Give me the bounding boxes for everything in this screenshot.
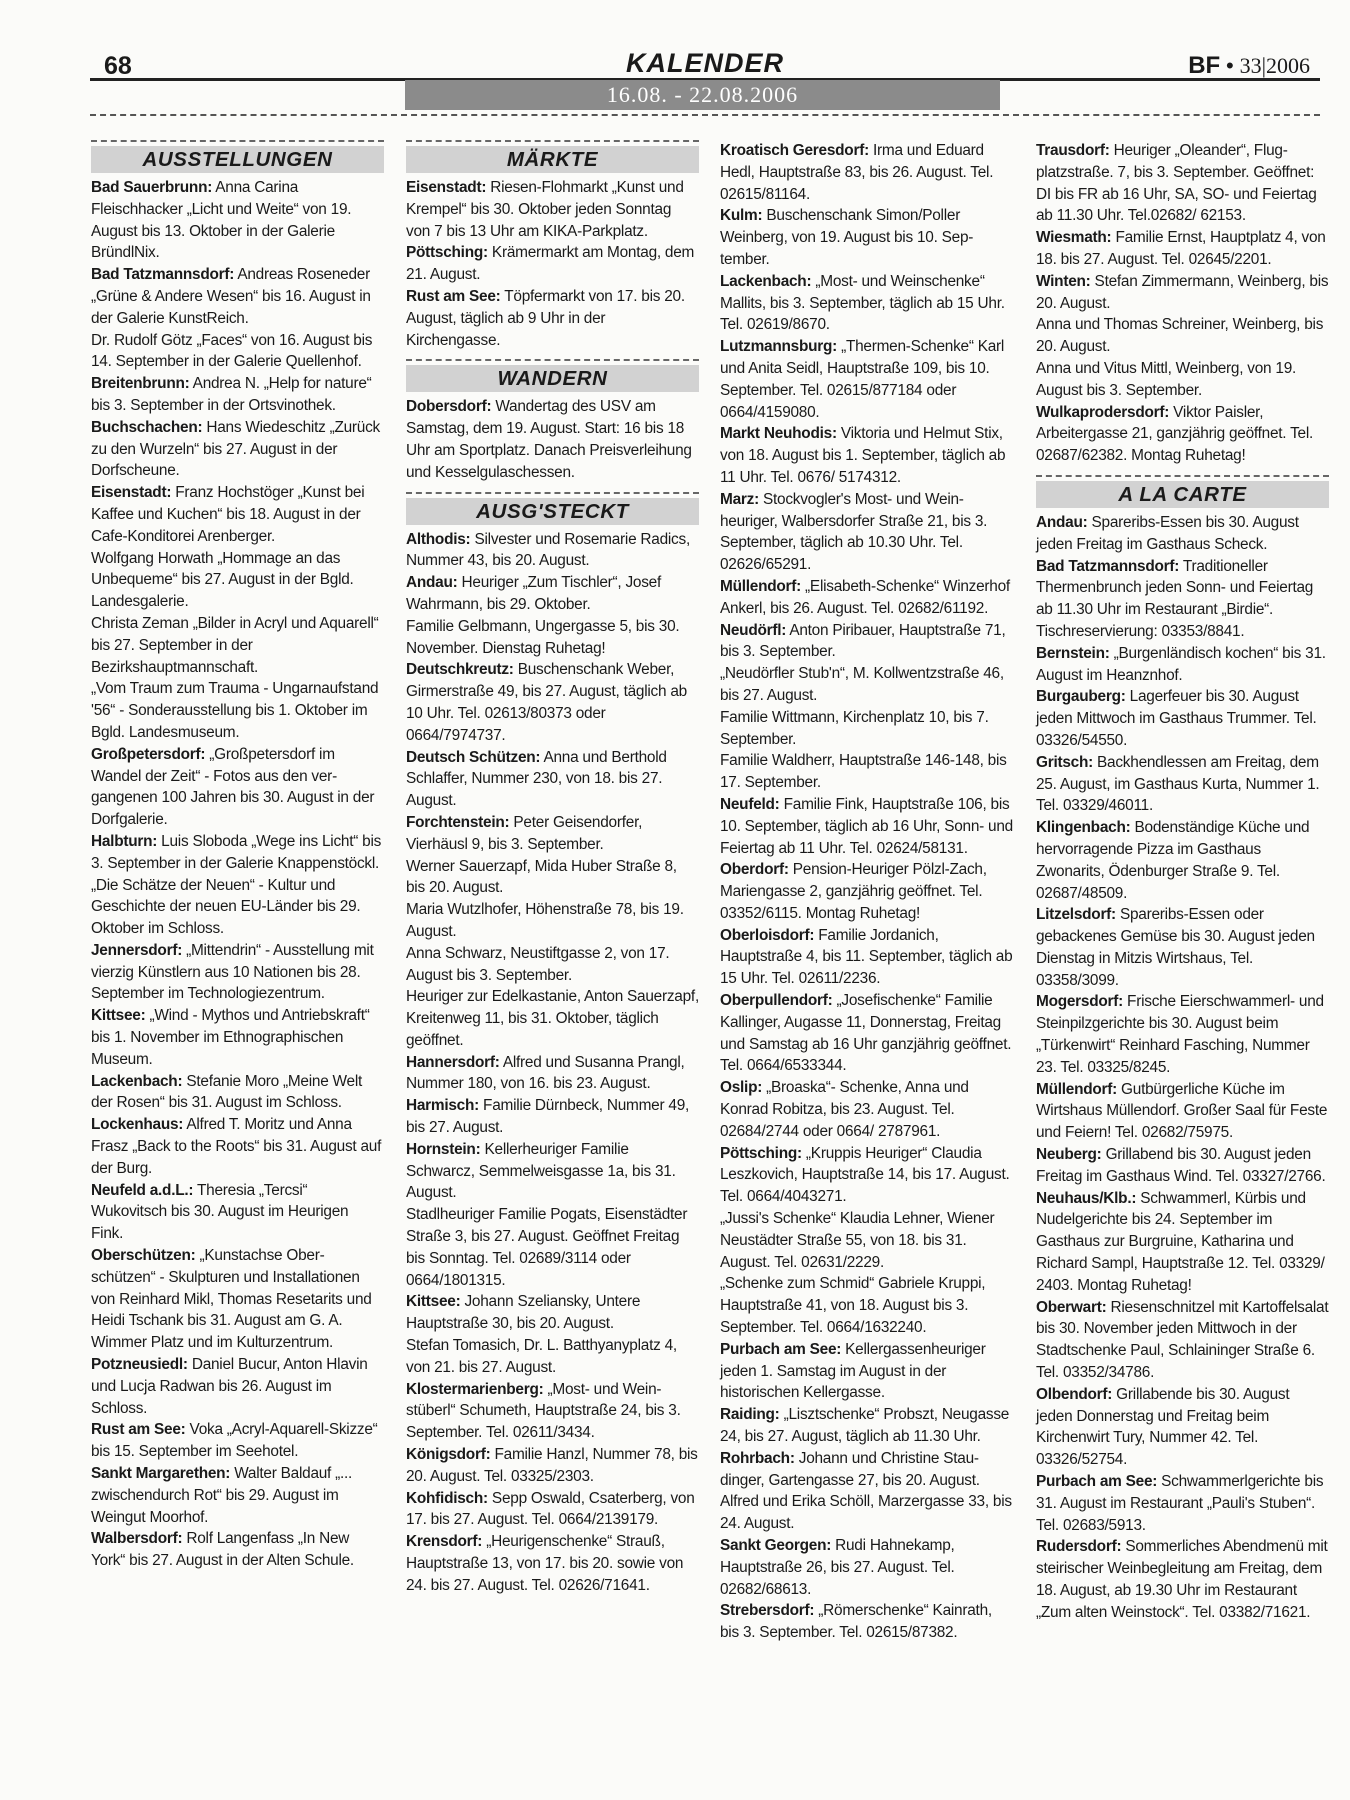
section-title: AUSSTELLUNGEN (91, 146, 384, 173)
entry-text: Wandertag des USV am Samstag, dem 19. August. Start: 16 bis 18 Uhr am Sportplatz. Danach Preisverleihung und Kesselgulaschessen. (406, 398, 692, 481)
entry-location: Wiesmath: (1036, 229, 1112, 247)
entry-location: Oslip: (720, 1079, 763, 1097)
entry-text: Stefan Tomasich, Dr. L. Batthyanyplatz 4, von 21. bis 27. August. (406, 1337, 677, 1376)
entry-location: Lackenbach: (720, 272, 812, 290)
entry-text: „Most- und Weinschenke“ Mallits, bis 3. September, täglich ab 15 Uhr. Tel. 02619/8670. (720, 272, 1005, 334)
calendar-entry (1036, 686, 1329, 751)
entry-text: Werner Sauerzapf, Mida Huber Straße 8, bis 20. August. (406, 857, 677, 897)
calendar-entry (406, 986, 699, 1051)
entry-text: Pension-Heuriger Pölzl-Zach, Mariengasse 2, ganzjährig geöffnet. Tel. 03352/6115. Montag Ruhetag! (720, 861, 987, 922)
calendar-entry (91, 1354, 384, 1419)
calendar-entry (1036, 227, 1329, 271)
entry-location: Dobersdorf: (406, 398, 492, 416)
calendar-entry (406, 1444, 699, 1488)
entry-text: „Burgenländisch kochen“ bis 31. August im Heanznhof. (1036, 644, 1326, 684)
calendar-entry (720, 1143, 1013, 1208)
calendar-entry (406, 1204, 699, 1291)
entry-text: „Jussi's Schenke“ Klaudia Lehner, Wiener Neustädter Straße 55, von 18. bis 31. August. Tel. 02631/2229. (720, 1210, 995, 1271)
entry-location: Lackenbach: (91, 1072, 183, 1090)
entry-location: Sankt Georgen: (720, 1537, 832, 1554)
entry-text: Familie Hanzl, Nummer 78, bis 20. August. Tel. 03325/2303. (406, 1446, 698, 1485)
calendar-entry (91, 264, 384, 329)
entry-text: Anna Carina Fleischhacker „Licht und Weite“ von 19. August bis 13. Oktober in der Galerie BründlNix. (91, 179, 352, 262)
entry-text: Anna Schwarz, Neustiftgasse 2, von 17. August bis 3. September. (406, 944, 670, 984)
calendar-entry (406, 1139, 699, 1204)
entry-location: Neufeld a.d.L.: (91, 1181, 194, 1199)
calendar-entry (406, 899, 699, 943)
entry-text: „Josefischenke“ Familie Kallinger, Augasse 11, Donnerstag, Freitag und Samstag ab 16 Uhr ganzjährig geöffnet. Tel. 0664/6533344. (720, 992, 1012, 1075)
calendar-entry (1036, 904, 1329, 991)
calendar-entry (720, 794, 1013, 859)
calendar-entry (91, 940, 384, 1005)
entry-location: Purbach am See: (1036, 1473, 1158, 1491)
calendar-entry (406, 659, 699, 746)
calendar-entry (1036, 271, 1329, 315)
entry-text: Stadlheuriger Familie Pogats, Eisenstädter Straße 3, bis 27. August. Geöffnet Freitag bis Sonntag. Tel. 02689/3114 oder 0664/1801315. (406, 1206, 688, 1289)
calendar-entry (406, 1291, 699, 1335)
calendar-entry (720, 1273, 1013, 1338)
entry-text: Familie Jordanich, Hauptstraße 4, bis 11. September, täglich ab 15 Uhr. Tel. 02611/2236. (720, 926, 1013, 988)
entry-text: „Schenke zum Schmid“ Gabriele Kruppi, Hauptstraße 41, von 18. August bis 3. September. Tel. 0664/1632240. (720, 1275, 986, 1337)
entry-location: Oberdorf: (720, 861, 789, 879)
calendar-entry (406, 856, 699, 900)
entry-text: „Vom Traum zum Trauma - Ungarnaufstand '56“ - Sonderausstellung bis 1. Oktober im Bgld. Landesmuseum. (91, 680, 379, 741)
page-header (90, 48, 1320, 112)
entry-location: Andau: (406, 574, 458, 592)
entry-location: Deutsch Schützen: (406, 748, 541, 766)
entry-text: Familie Waldherr, Hauptstraße 146-148, bis 17. September. (720, 752, 1007, 792)
calendar-entry (1036, 402, 1329, 467)
entry-text: Riesenschnitzel mit Kartoffelsalat bis 30. November jeden Mittwoch in der Stadtschenke Paul, Schlaininger Straße 6. Tel. 03352/34786. (1036, 1298, 1329, 1382)
section-heading (406, 359, 699, 392)
calendar-entry (91, 875, 384, 940)
calendar-entry (406, 1379, 699, 1444)
calendar-entry (1036, 1536, 1329, 1623)
entry-text: Familie Dürnbeck, Nummer 49, bis 27. August. (406, 1097, 690, 1137)
entry-text: Sommerliches Abendmenü mit steirischer Weinbegleitung am Freitag, dem 18. August, ab 19.30 Uhr im Restaurant „Zum alten Weinstock“. Tel. 03382/71621. (1036, 1538, 1328, 1621)
calendar-entry (406, 1488, 699, 1532)
section-title: A LA CARTE (1036, 481, 1329, 508)
entry-location: Kittsee: (406, 1293, 461, 1311)
entry-location: Sankt Margarethen: (91, 1465, 231, 1483)
calendar-entry (91, 482, 384, 547)
entry-location: Breitenbrunn: (91, 375, 190, 393)
calendar-entry (91, 744, 384, 831)
entry-text: Anna und Thomas Schreiner, Weinberg, bis 20. August. (1036, 316, 1324, 356)
calendar-entry (406, 1335, 699, 1379)
calendar-entry (720, 620, 1013, 664)
calendar-entry (720, 1077, 1013, 1142)
entry-location: Eisenstadt: (91, 484, 172, 502)
calendar-entry (720, 707, 1013, 751)
entry-location: Litzelsdorf: (1036, 906, 1116, 924)
entry-text: Irma und Eduard Hedl, Hauptstraße 83, bis 26. August. Tel. 02615/81164. (720, 142, 994, 203)
entry-location: Großpetersdorf: (91, 745, 206, 763)
entry-text: Peter Geisendorfer, Vierhäusl 9, bis 3. September. (406, 813, 643, 853)
entry-text: Krämermarkt am Montag, dem 21. August. (406, 244, 695, 284)
column-3 (720, 140, 1013, 1644)
entry-text: Maria Wutzlhofer, Höhenstraße 78, bis 19. August. (406, 901, 684, 940)
entry-location: Buchschachen: (91, 418, 203, 436)
calendar-entry (1036, 991, 1329, 1078)
calendar-entry (406, 943, 699, 987)
entry-text: Buschenschank Simon/Poller Weinberg, von 19. August bis 10. September. (720, 207, 974, 268)
entry-location: Rust am See: (91, 1421, 186, 1439)
calendar-entry (1036, 358, 1329, 402)
entry-text: „Most- und Weinstüberl“ Schumeth, Hauptstraße 24, bis 3. September. Tel. 02611/3434. (406, 1380, 681, 1442)
entry-location: Neuhaus/Klb.: (1036, 1189, 1137, 1207)
calendar-entry (406, 616, 699, 660)
calendar-entry (91, 1528, 384, 1572)
entry-text: Johann Szeliansky, Untere Hauptstraße 30, bis 20. August. (406, 1293, 641, 1333)
calendar-entry (406, 242, 699, 286)
entry-text: Alfred und Susanna Prangl, Nummer 180, von 16. bis 23. August. (406, 1053, 685, 1093)
calendar-entry (720, 336, 1013, 423)
entry-text: Familie Fink, Hauptstraße 106, bis 10. September, täglich ab 16 Uhr, Sonn- und Feiertag ab 11 Uhr. Tel. 02624/58131. (720, 795, 1013, 857)
entry-location: Harmisch: (406, 1097, 480, 1115)
entry-text: „Lisztschenke“ Probszt, Neugasse 24, bis 27. August, täglich ab 11.30 Uhr. (720, 1406, 1010, 1446)
entry-text: „Wind - Mythos und Antriebskraft“ bis 1. November im Ethnographischen Museum. (91, 1007, 370, 1068)
entry-location: Strebersdorf: (720, 1602, 815, 1620)
entry-text: Grillabende bis 30. August jeden Donnerstag und Freitag beim Kirchenwirt Tury, Nummer 42. Tel. 03326/52754. (1036, 1385, 1290, 1469)
calendar-entry (406, 1531, 699, 1596)
calendar-entry (406, 812, 699, 856)
entry-text: „Die Schätze der Neuen“ - Kultur und Geschichte der neuen EU-Länder bis 29. Oktober im Schloss. (91, 876, 361, 938)
calendar-entry (720, 1448, 1013, 1492)
entry-location: Klostermarienberg: (406, 1380, 544, 1398)
calendar-entry (1036, 1297, 1329, 1384)
entry-text: Heuriger zur Edelkastanie, Anton Sauerzapf, Kreitenweg 11, bis 31. Oktober, täglich geöffnet. (406, 988, 699, 1049)
section-title: AUSG'STECKT (406, 498, 699, 525)
entry-text: Viktoria und Helmut Stix, von 18. August bis 1. September, täglich ab 11 Uhr. Tel. 0676/ 5174312. (720, 425, 1006, 486)
calendar-entry (406, 286, 699, 351)
page-title: KALENDER (625, 48, 784, 78)
entry-location: Bad Tatzmannsdorf: (91, 266, 235, 284)
entry-text: Stefan Zimmermann, Weinberg, bis 20. August. (1036, 272, 1329, 312)
entry-text: Schwammerlgerichte bis 31. August im Restaurant „Pauli's Stuben“. Tel. 02683/5913. (1036, 1473, 1324, 1534)
calendar-entry (91, 177, 384, 264)
calendar-entry (91, 1419, 384, 1463)
entry-text: Christa Zeman „Bilder in Acryl und Aquarell“ bis 27. September in der Bezirkshauptmannschaft. (91, 614, 379, 676)
entry-text: Theresia „Tercsi“ Wukovitsch bis 30. August im Heurigen Fink. (91, 1181, 349, 1243)
calendar-entry (91, 373, 384, 417)
calendar-entry (91, 1180, 384, 1245)
section-title: MÄRKTE (406, 146, 699, 173)
header-dashed-rule (90, 114, 1320, 116)
entry-location: Lockenhaus: (91, 1116, 184, 1134)
entry-location: Lutzmannsburg: (720, 338, 838, 356)
calendar-entry (1036, 1384, 1329, 1471)
entry-text: Alfred und Erika Schöll, Marzergasse 33, bis 24. August. (720, 1493, 1012, 1533)
entry-text: „Elisabeth-Schenke“ Winzerhof Ankerl, bis 26. August. Tel. 02682/61192. (720, 577, 1010, 617)
entry-text: „Neudörfler Stub'n“, M. Kollwentzstraße 46, bis 27. August. (720, 665, 1004, 704)
entry-location: Wulkaprodersdorf: (1036, 403, 1170, 421)
entry-location: Pöttsching: (406, 244, 488, 262)
calendar-entry (1036, 556, 1329, 643)
entry-location: Klingenbach: (1036, 819, 1131, 837)
entry-location: Oberloisdorf: (720, 926, 815, 944)
calendar-entry (406, 529, 699, 573)
calendar-entry (91, 1463, 384, 1528)
entry-text: Backhendlessen am Freitag, dem 25. August, im Gasthaus Kurta, Nummer 1. Tel. 03329/46011. (1036, 753, 1320, 815)
calendar-entry (720, 1339, 1013, 1404)
entry-text: Walter Baldauf „... zwischendurch Rot“ bis 29. August im Weingut Moorhof. (91, 1465, 353, 1526)
entry-text: Voka „Acryl-Aquarell-Skizze“ bis 15. September im Seehotel. (91, 1421, 378, 1461)
entry-text: Buschenschank Weber, Girmerstraße 49, bis 27. August, täglich ab 10 Uhr. Tel. 02613/80373 oder 0664/7974737. (406, 661, 687, 744)
entry-location: Kohfidisch: (406, 1489, 488, 1507)
entry-text: Anna und Vitus Mittl, Weinberg, von 19. August bis 3. September. (1036, 359, 1297, 399)
page-number: 68 (104, 52, 132, 80)
entry-location: Markt Neuhodis: (720, 425, 837, 443)
entry-text: Silvester und Rosemarie Radics, Nummer 43, bis 20. August. (406, 530, 690, 570)
entry-text: „Kruppis Heuriger“ Claudia Leszkovich, Hauptstraße 14, bis 17. August. Tel. 0664/4043271. (720, 1144, 1010, 1206)
calendar-entry (91, 1071, 384, 1115)
entry-location: Marz: (720, 490, 759, 508)
calendar-entry (720, 663, 1013, 707)
section-heading (1036, 475, 1329, 508)
entry-text: Spareribs-Essen oder gebackenes Gemüse bis 30. August jeden Dienstag in Mitzis Wirtshaus, Tel. 03358/3099. (1036, 906, 1315, 989)
entry-location: Hannersdorf: (406, 1053, 500, 1071)
calendar-entry (720, 1404, 1013, 1448)
entry-location: Potzneusiedl: (91, 1356, 188, 1374)
entry-text: „Kunstachse Oberschützen“ - Skulpturen und Installationen von Reinhard Mikl, Thomas Resetarits und Heidi Tschank bis 31. August am G. A. Wimmer Platz und im Kulturzentrum. (91, 1247, 372, 1352)
entry-text: Bodenständige Küche und hervorragende Pizza im Gasthaus Zwonarits, Ödenburger Straße 9. Tel. 02687/48509. (1036, 819, 1310, 902)
calendar-entry (720, 925, 1013, 990)
entry-text: Kellerheuriger Familie Schwarcz, Semmelweisgasse 1a, bis 31. August. (406, 1140, 676, 1202)
calendar-entry (720, 205, 1013, 270)
calendar-entry (720, 489, 1013, 576)
calendar-entry (720, 140, 1013, 205)
calendar-entry (720, 750, 1013, 794)
calendar-entry (1036, 1471, 1329, 1536)
publication-name: BF (1188, 52, 1221, 79)
entry-location: Rohrbach: (720, 1449, 795, 1467)
section-title: WANDERN (406, 365, 699, 392)
entry-text: Rudi Hahnekamp, Hauptstraße 26, bis 27. August. Tel. 02682/68613. (720, 1537, 955, 1598)
entry-location: Forchtenstein: (406, 813, 510, 831)
entry-location: Walbersdorf: (91, 1530, 183, 1548)
calendar-entry (406, 1052, 699, 1096)
section-heading (91, 140, 384, 173)
calendar-entry (406, 396, 699, 483)
entry-text: Luis Sloboda „Wege ins Licht“ bis 3. September in der Galerie Knappenstöckl. (91, 832, 382, 872)
entry-text: Anton Piribauer, Hauptstraße 71, bis 3. September. (720, 621, 1006, 661)
entry-text: Familie Ernst, Hauptplatz 4, von 18. bis 27. August. Tel. 02645/2201. (1036, 229, 1326, 268)
calendar-entry (406, 572, 699, 616)
entry-text: Alfred T. Moritz und Anna Frasz „Back to the Roots“ bis 31. August auf der Burg. (91, 1116, 382, 1177)
calendar-entry (91, 417, 384, 482)
entry-text: „Mittendrin“ - Ausstellung mit vierzig Künstlern aus 10 Nationen bis 28. September im Technologiezentrum. (91, 941, 374, 1003)
entry-location: Althodis: (406, 530, 471, 548)
calendar-entry (720, 1491, 1013, 1535)
entry-location: Oberschützen: (91, 1247, 196, 1265)
calendar-entry (91, 613, 384, 678)
entry-text: „Thermen-Schenke“ Karl und Anita Seidl, Hauptstraße 109, bis 10. September. Tel. 02615/877184 oder 0664/4159080. (720, 338, 1005, 421)
calendar-entry (91, 1114, 384, 1179)
calendar-entry (1036, 817, 1329, 904)
calendar-entry (91, 330, 384, 374)
entry-location: Burgauberg: (1036, 688, 1126, 706)
entry-text: Rolf Langenfass „In New York“ bis 27. August in der Alten Schule. (91, 1530, 354, 1570)
entry-location: Oberwart: (1036, 1298, 1107, 1316)
entry-location: Kroatisch Geresdorf: (720, 142, 869, 159)
calendar-entry (1036, 140, 1329, 227)
entry-location: Müllendorf: (1036, 1080, 1118, 1098)
entry-location: Rust am See: (406, 287, 501, 305)
calendar-entry (1036, 1079, 1329, 1144)
calendar-entry (406, 747, 699, 812)
entry-location: Neudörfl: (720, 621, 787, 639)
calendar-entry (1036, 1188, 1329, 1297)
entry-text: Spareribs-Essen bis 30. August jeden Freitag im Gasthaus Scheck. (1036, 513, 1299, 553)
entry-text: „Heurigenschenke“ Strauß, Hauptstraße 13, von 17. bis 20. sowie von 24. bis 27. August. Tel. 02626/71641. (406, 1533, 684, 1594)
calendar-entry (91, 678, 384, 743)
column-2 (406, 140, 699, 1597)
entry-location: Müllendorf: (720, 577, 802, 595)
entry-text: Frische Eierschwammerl- und Steinpilzgerichte bis 30. August beim „Türkenwirt“ Reinhard Fasching, Nummer 23. Tel. 03325/8245. (1036, 993, 1324, 1076)
calendar-entry (1036, 752, 1329, 817)
column-1 (91, 140, 384, 1572)
calendar-entry (720, 423, 1013, 488)
calendar-entry (720, 859, 1013, 924)
entry-text: Lagerfeuer bis 30. August jeden Mittwoch im Gasthaus Trummer. Tel. 03326/54550. (1036, 688, 1317, 749)
calendar-entry (91, 831, 384, 875)
entry-text: Anna und Berthold Schlaffer, Nummer 230, von 18. bis 27. August. (406, 748, 667, 810)
entry-text: Hans Wiedeschitz „Zurück zu den Wurzeln“ bis 27. August in der Dorfscheune. (91, 418, 380, 480)
entry-location: Eisenstadt: (406, 179, 487, 196)
entry-location: Kulm: (720, 207, 763, 225)
calendar-entry (1036, 512, 1329, 556)
entry-location: Raiding: (720, 1406, 780, 1424)
entry-text: Stefanie Moro „Meine Welt der Rosen“ bis 31. August im Schloss. (91, 1072, 363, 1112)
entry-location: Hornstein: (406, 1140, 481, 1158)
calendar-entry (1036, 1144, 1329, 1188)
entry-text: Traditioneller Thermenbrunch jeden Sonn- und Feiertag ab 11.30 Uhr im Restaurant „Birdie“. Tischreservierung: 03353/8841. (1036, 557, 1314, 640)
entry-text: Heuriger „Oleander“, Flugplatzstraße. 7, bis 3. September. Geöffnet: DI bis FR ab 16 Uhr, SA, SO- und Feiertag ab 11.30 Uhr. Tel.02682/ 62153. (1036, 142, 1317, 225)
entry-location: Olbendorf: (1036, 1385, 1113, 1403)
calendar-entry (720, 576, 1013, 620)
entry-location: Purbach am See: (720, 1340, 842, 1358)
entry-location: Mogersdorf: (1036, 993, 1124, 1011)
date-range-banner: 16.08. - 22.08.2006 (405, 80, 1000, 110)
entry-text: Gutbürgerliche Küche im Wirtshaus Müllendorf. Großer Saal für Feste und Feiern! Tel. 02682/75975. (1036, 1080, 1328, 1142)
entry-text: Riesen-Flohmarkt „Kunst und Krempel“ bis 30. Oktober jeden Sonntag von 7 bis 13 Uhr am KIKA-Parkplatz. (406, 179, 684, 240)
calendar-entry (720, 1208, 1013, 1273)
entry-location: Deutschkreutz: (406, 661, 514, 679)
entry-text: Johann und Christine Staudinger, Gartengasse 27, bis 20. August. (720, 1449, 980, 1489)
calendar-entry (91, 1005, 384, 1070)
entry-location: Bad Tatzmannsdorf: (1036, 557, 1180, 575)
entry-location: Krensdorf: (406, 1533, 483, 1551)
calendar-entry (406, 177, 699, 242)
entry-location: Königsdorf: (406, 1446, 491, 1464)
issue-info (1188, 52, 1310, 80)
entry-location: Gritsch: (1036, 753, 1094, 771)
issue-number: 33|2006 (1239, 53, 1310, 78)
entry-text: Andreas Roseneder „Grüne & Andere Wesen“ bis 16. August in der Galerie KunstReich. (91, 266, 371, 327)
entry-text: Kellergassenheuriger jeden 1. Samstag im August in der historischen Kellergasse. (720, 1340, 986, 1402)
entry-text: Dr. Rudolf Götz „Faces“ von 16. August bis 14. September in der Galerie Quellenhof. (91, 331, 373, 371)
entry-text: Stockvogler's Most- und Weinheuriger, Walbersdorfer Straße 21, bis 3. September, täglich ab 10.30 Uhr. Tel. 02626/65291. (720, 490, 988, 574)
entry-text: Familie Gelbmann, Ungergasse 5, bis 30. November. Dienstag Ruhetag! (406, 617, 680, 657)
entry-text: Schwammerl, Kürbis und Nudelgerichte bis 24. September im Gasthaus zur Burgruine, Katharina und Richard Sampl, Hauptstraße 12. Tel. 03329/ 2403. Montag Ruhetag! (1036, 1189, 1325, 1294)
calendar-entry (720, 990, 1013, 1077)
entry-text: Franz Hochstöger „Kunst bei Kaffee und Kuchen“ bis 18. August in der Cafe-Konditorei Arenberger. (91, 484, 365, 545)
calendar-entry (1036, 643, 1329, 687)
entry-location: Bad Sauerbrunn: (91, 179, 213, 196)
entry-text: Wolfgang Horwath „Hommage an das Unbequeme“ bis 27. August in der Bgld. Landesgalerie. (91, 549, 354, 611)
calendar-entry (720, 1535, 1013, 1600)
entry-location: Neuberg: (1036, 1146, 1102, 1164)
entry-location: Trausdorf: (1036, 142, 1110, 159)
calendar-entry (720, 271, 1013, 336)
entry-location: Oberpullendorf: (720, 992, 833, 1010)
entry-location: Andau: (1036, 513, 1088, 531)
entry-text: „Römerschenke“ Kainrath, bis 3. September. Tel. 02615/87382. (720, 1602, 992, 1642)
entry-text: Familie Wittmann, Kirchenplatz 10, bis 7. September. (720, 708, 989, 748)
entry-text: Andrea N. „Help for nature“ bis 3. September in der Ortsvinothek. (91, 375, 372, 414)
section-heading (406, 140, 699, 173)
calendar-entry (91, 1245, 384, 1354)
entry-text: Töpfermarkt von 17. bis 20. August, täglich ab 9 Uhr in der Kirchengasse. (406, 287, 685, 349)
entry-location: Winten: (1036, 272, 1091, 290)
bullet-separator: • (1226, 53, 1234, 78)
calendar-entry (720, 1600, 1013, 1644)
entry-location: Pöttsching: (720, 1144, 802, 1162)
calendar-entry (1036, 314, 1329, 358)
entry-location: Kittsee: (91, 1007, 146, 1025)
entry-text: Viktor Paisler, Arbeitergasse 21, ganzjährig geöffnet. Tel. 02687/62382. Montag Ruhetag! (1036, 403, 1314, 465)
entry-text: Daniel Bucur, Anton Hlavin und Lucja Radwan bis 26. August im Schloss. (91, 1356, 368, 1417)
entry-location: Rudersdorf: (1036, 1538, 1122, 1556)
entry-location: Neufeld: (720, 795, 780, 813)
calendar-entry (406, 1095, 699, 1139)
entry-text: „Broaska“- Schenke, Anna und Konrad Robitza, bis 23. August. Tel. 02684/2744 oder 0664/ 2787961. (720, 1079, 969, 1140)
column-4 (1036, 140, 1329, 1624)
entry-text: „Großpetersdorf im Wandel der Zeit“ - Fotos aus den vergangenen 100 Jahren bis 30. August in der Dorfgalerie. (91, 745, 375, 829)
calendar-entry (91, 548, 384, 613)
section-heading (406, 492, 699, 525)
entry-text: Sepp Oswald, Csaterberg, von 17. bis 27. August. Tel. 0664/2139179. (406, 1489, 695, 1529)
entry-text: Heuriger „Zum Tischler“, Josef Wahrmann, bis 29. Oktober. (406, 574, 662, 613)
entry-text: Grillabend bis 30. August jeden Freitag im Gasthaus Wind. Tel. 03327/2766. (1036, 1146, 1326, 1185)
entry-location: Jennersdorf: (91, 941, 183, 959)
entry-location: Bernstein: (1036, 644, 1110, 662)
entry-location: Halbturn: (91, 832, 158, 850)
